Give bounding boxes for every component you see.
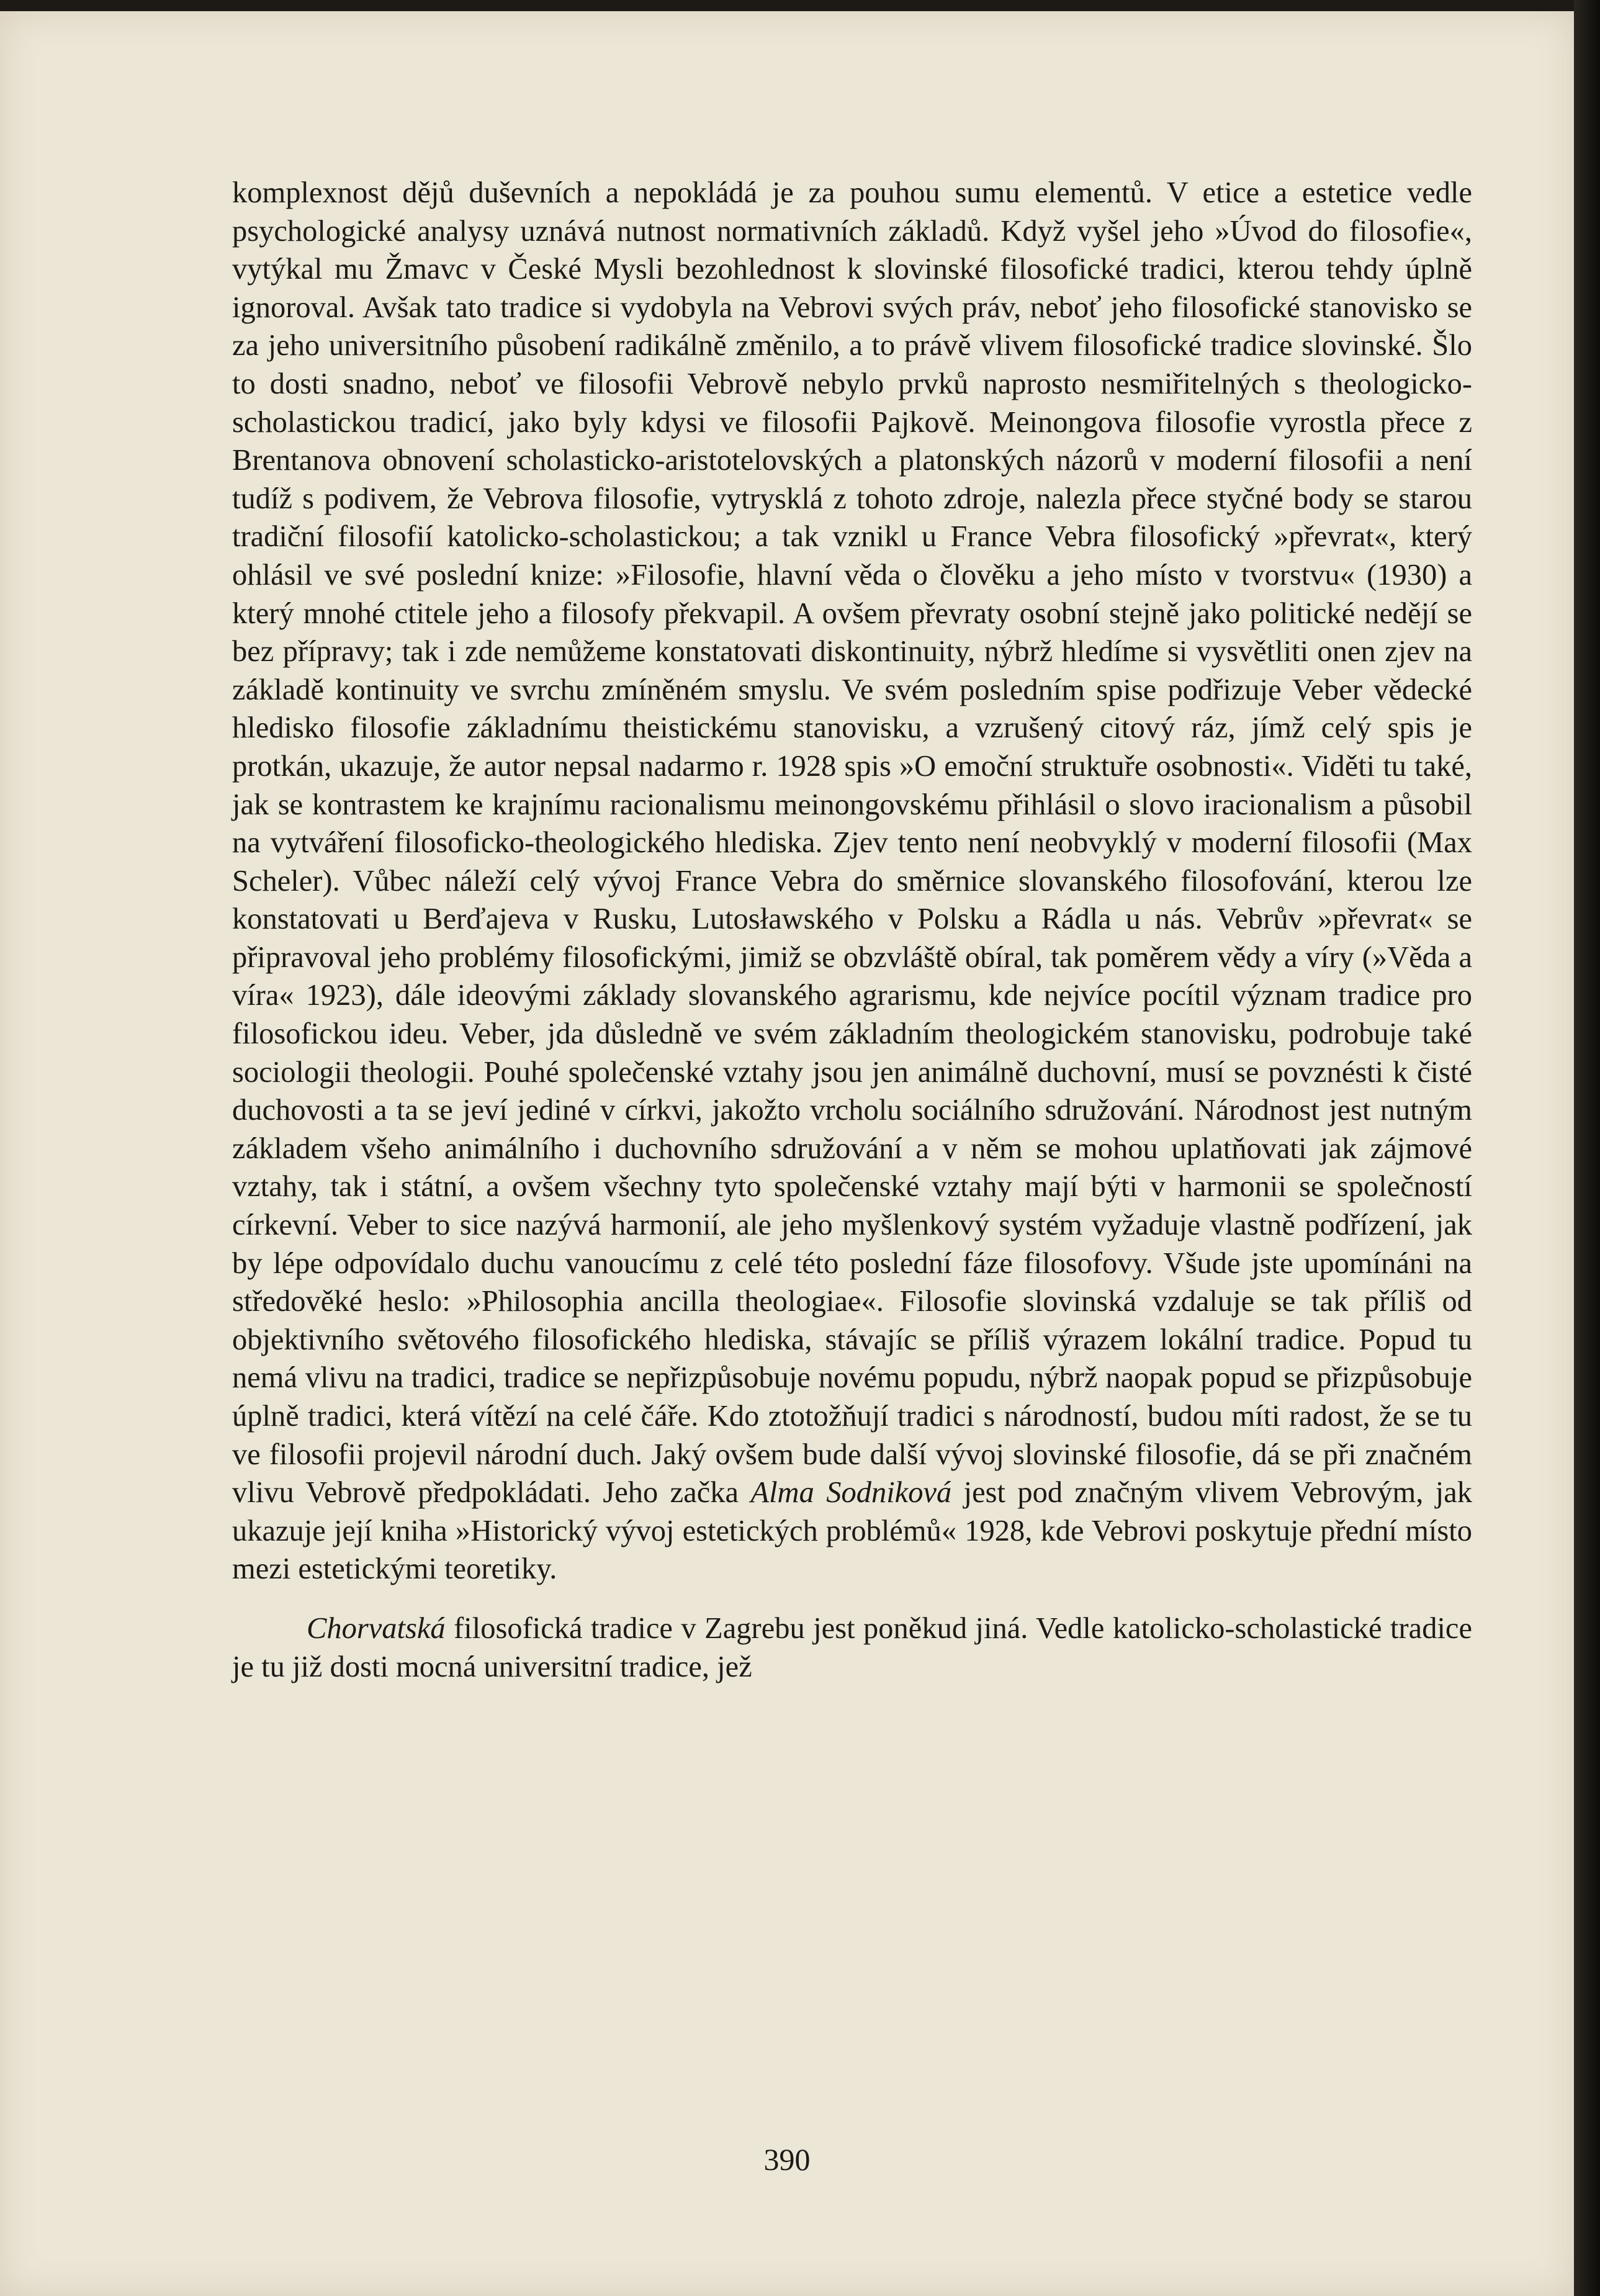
paragraph-text-continued: jest pod značným vlivem Vebrovým, jak ukazuje její kniha »Historický vývoj estetických problémů« 1928, kde Vebrovi poskytuje přední místo mezi estetickými teoretiky. <box>232 1476 1472 1586</box>
body-text <box>232 174 1472 1686</box>
paragraph-lead-italic: Chorvatská <box>307 1611 446 1645</box>
scan-right-edge <box>1574 0 1600 2296</box>
paragraph-text: komplexnost dějů duševních a nepokládá je za pouhou sumu elementů. V etice a estetice vedle psychologické analysy uznává nutnost normativních základů. Když vyšel jeho »Úvod do filosofie«, vytýkal mu Žmavc v České Mysli bezohlednost k slovinské filosofické tradici, kterou tehdy úplně ignoroval. Avšak tato tradice si vydobyla na Vebrovi svých práv, neboť jeho filosofické stanovisko se za jeho universitního působení radikálně změnilo, a to právě vlivem filosofické tradice slovinské. Šlo to dosti snadno, neboť ve filosofii Vebrově nebylo prvků naprosto nesmiřitelných s theologicko-scholastickou tradicí, jako byly kdysi ve filosofii Pajkově. Meinongova filosofie vyrostla přece z Brentanova obnovení scholasticko-aristotelovských a platonských názorů v moderní filosofii a není tudíž s podivem, že Vebrova filosofie, vytrysklá z tohoto zdroje, nalezla přece styčné body se starou tradiční filosofií katolicko-scholastickou; a tak vznikl u France Vebra filosofický »převrat«, který ohlásil ve své poslední knize: »Filosofie, hlavní věda o člověku a jeho místo v tvorstvu« (1930) a který mnohé ctitele jeho a filosofy překvapil. A ovšem převraty osobní stejně jako politické nedějí se bez přípravy; tak i zde nemůžeme konstatovati diskontinuity, nýbrž hledíme si vysvětliti onen zjev na základě kontinuity ve svrchu zmíněném smyslu. Ve svém posledním spise podřizuje Veber vědecké hledisko filosofie základnímu theistickému stanovisku, a vzrušený citový ráz, jímž celý spis je protkán, ukazuje, že autor nepsal nadarmo r. 1928 spis »O emoční struktuře osobnosti«. Viděti tu také, jak se kontrastem ke krajnímu racionalismu meinongovskému přihlásil o slovo iracionalism a působil na vytváření filosoficko-theologického hlediska. Zjev tento není neobvyklý v moderní filosofii (Max Scheler). Vůbec náleží celý vývoj France Vebra do směrnice slovanského filosofování, kterou lze konstatovati u Berďajeva v Rusku, Lutosławského v Polsku a Rádla u nás. Vebrův »převrat« se připravoval jeho problémy filosofickými, jimiž se obzvláště obíral, tak poměrem vědy a víry (»Věda a víra« 1923), dále ideovými základy slovanského agrarismu, kde nejvíce pocítil význam tradice pro filosofickou ideu. Veber, jda důsledně ve svém základním theologickém stanovisku, podrobuje také sociologii theologii. Pouhé společenské vztahy jsou jen animálně duchovní, musí se povznésti k čisté duchovosti a ta se jeví jediné v církvi, jakožto vrcholu sociálního sdružování. Národnost jest nutným základem všeho animálního i duchovního sdružování a v něm se mohou uplatňovati jak zájmové vztahy, tak i státní, a ovšem všechny tyto společenské vztahy mají býti v harmonii se společností církevní. Veber to sice nazývá harmonií, ale jeho myšlenkový systém vyžaduje vlastně podřízení, jak by lépe odpovídalo duchu vanoucímu z celé této poslední fáze filosofovy. Všude jste upomínáni na středověké heslo: »Philosophia ancilla theologiae«. Filosofie slovinská vzdaluje se tak příliš od objektivního světového filosofického hlediska, stávajíc se příliš výrazem lokální tradice. Popud tu nemá vlivu na tradici, tradice se nepřizpůsobuje novému popudu, nýbrž naopak popud se přizpůsobuje úplně tradici, která vítězí na celé čáře. Kdo ztotožňují tradici s národností, budou míti radost, že se tu ve filosofii projevil národní duch. Jaký ovšem bude další vývoj slovinské filosofie, dá se při značném vlivu Vebrově předpokládati. Jeho začka <box>232 176 1472 1510</box>
paragraph-text: filosofická tradice v Zagrebu jest poněkud jiná. Vedle katolicko-scholastické tradice je tu již dosti mocná universitní tradice, jež <box>232 1611 1472 1683</box>
book-page <box>0 11 1574 2296</box>
paragraph-vebrova-filosofie <box>232 174 1472 1588</box>
paragraph-chorvatska-tradice <box>232 1609 1472 1686</box>
author-name-italic: Alma Sodniková <box>750 1476 952 1510</box>
scan-top-edge <box>0 0 1600 11</box>
page-number: 390 <box>763 2142 811 2177</box>
